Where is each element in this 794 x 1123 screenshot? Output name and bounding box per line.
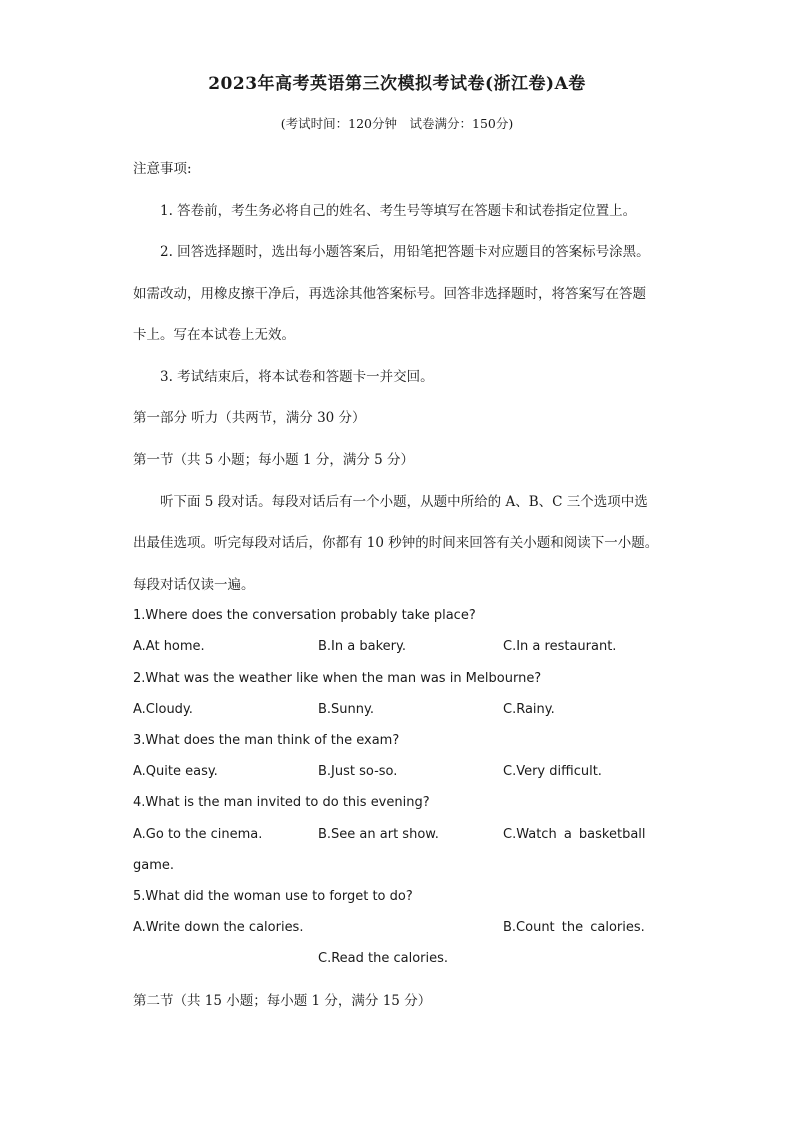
section1-heading: 第一节（共 5 小题；每小题 1 分，满分 5 分） bbox=[133, 452, 415, 468]
instructions-line-3: 每段对话仅读一遍。 bbox=[133, 577, 255, 593]
question-4-option-b: B.See an art show. bbox=[318, 827, 439, 842]
notice-item-1: 1. 答卷前，考生务必将自己的姓名、考生号等填写在答题卡和试卷指定位置上。 bbox=[160, 203, 637, 219]
notice-item-2-line-3: 卡上。写在本试卷上无效。 bbox=[133, 327, 295, 343]
notice-item-3: 3. 考试结束后，将本试卷和答题卡一并交回。 bbox=[160, 369, 434, 385]
question-4-option-c: C.Watch a basketball bbox=[503, 827, 646, 842]
exam-title: 2023年高考英语第三次模拟考试卷(浙江卷)A卷 bbox=[208, 74, 586, 94]
notice-item-2-line-1: 2. 回答选择题时，选出每小题答案后，用铅笔把答题卡对应题目的答案标号涂黑。 bbox=[160, 244, 650, 260]
question-3-option-c: C.Very difficult. bbox=[503, 764, 602, 779]
question-2-stem: 2.What was the weather like when the man was in Melbourne? bbox=[133, 671, 542, 686]
notice-item-2-line-2: 如需改动，用橡皮擦干净后，再选涂其他答案标号。回答非选择题时，将答案写在答题 bbox=[133, 286, 646, 302]
question-2-option-c: C.Rainy. bbox=[503, 702, 555, 717]
question-3-option-a: A.Quite easy. bbox=[133, 764, 218, 779]
question-1-option-b: B.In a bakery. bbox=[318, 639, 406, 654]
part1-heading: 第一部分 听力（共两节，满分 30 分） bbox=[133, 410, 366, 426]
question-1-option-a: A.At home. bbox=[133, 639, 205, 654]
question-5-option-a: A.Write down the calories. bbox=[133, 920, 304, 935]
question-5-option-b: B.Count the calories. bbox=[503, 920, 645, 935]
question-4-option-c-continued: game. bbox=[133, 858, 175, 873]
section2-heading: 第二节（共 15 小题；每小题 1 分，满分 15 分） bbox=[133, 993, 432, 1009]
question-1-option-c: C.In a restaurant. bbox=[503, 639, 617, 654]
notice-heading: 注意事项: bbox=[133, 161, 192, 177]
question-2-option-b: B.Sunny. bbox=[318, 702, 374, 717]
question-3-stem: 3.What does the man think of the exam? bbox=[133, 733, 400, 748]
question-5-stem: 5.What did the woman use to forget to do? bbox=[133, 889, 413, 904]
question-4-stem: 4.What is the man invited to do this evening? bbox=[133, 795, 430, 810]
question-1-stem: 1.Where does the conversation probably take place? bbox=[133, 608, 476, 623]
instructions-line-2: 出最佳选项。听完每段对话后，你都有 10 秒钟的时间来回答有关小题和阅读下一小题。 bbox=[133, 535, 659, 551]
instructions-line-1: 听下面 5 段对话。每段对话后有一个小题，从题中所给的 A、B、C 三个选项中选 bbox=[160, 494, 648, 510]
question-2-option-a: A.Cloudy. bbox=[133, 702, 193, 717]
question-4-option-a: A.Go to the cinema. bbox=[133, 827, 263, 842]
question-3-option-b: B.Just so-so. bbox=[318, 764, 398, 779]
exam-subtitle: (考试时间：120分钟 试卷满分：150分) bbox=[280, 116, 514, 131]
question-5-option-c: C.Read the calories. bbox=[318, 951, 449, 966]
